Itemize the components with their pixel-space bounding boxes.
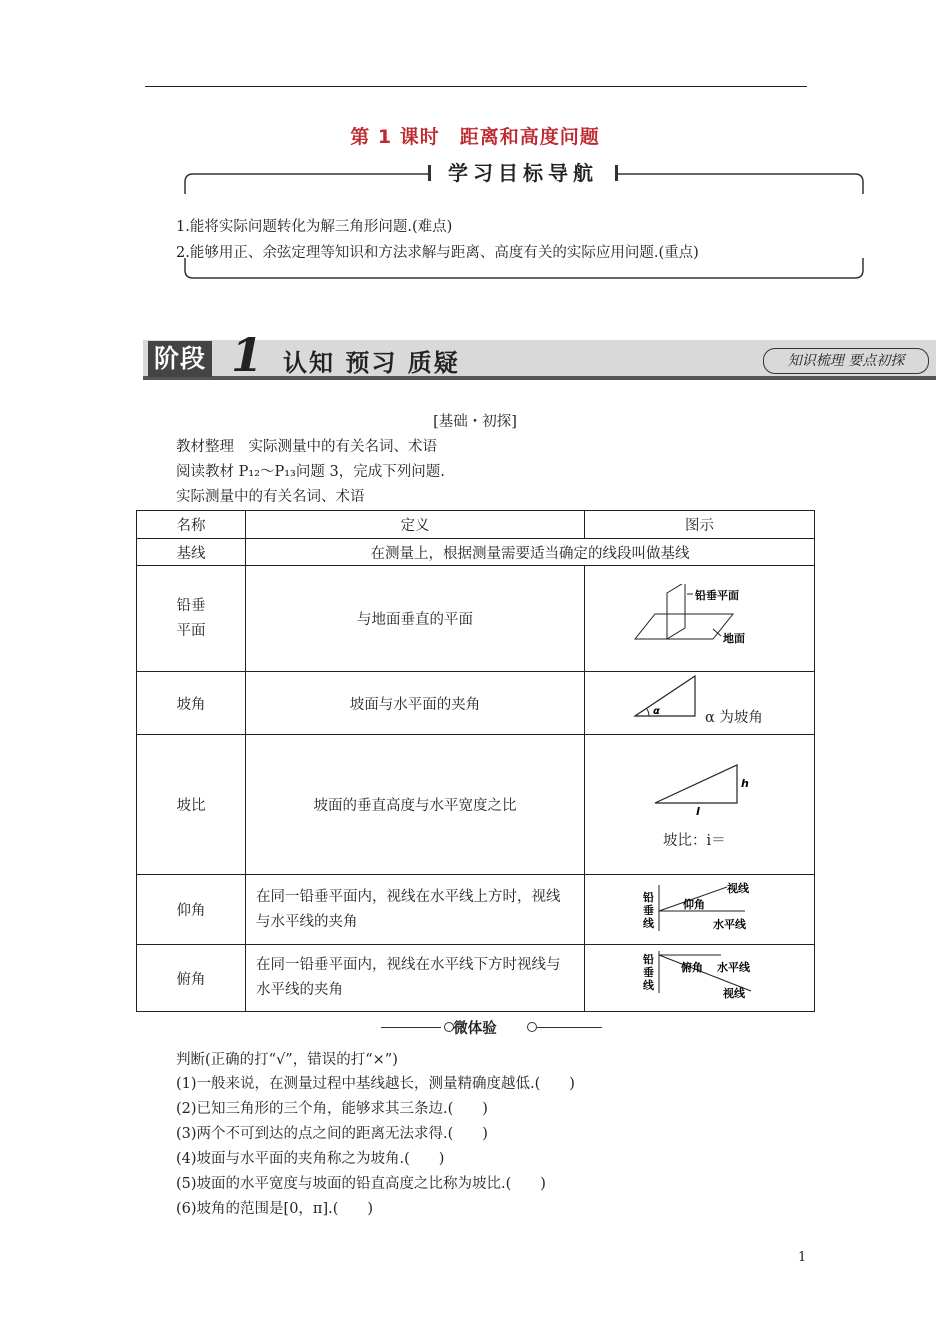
micro-rule-right (537, 1027, 602, 1028)
slope-ratio-figure (653, 759, 773, 819)
table-row (137, 945, 815, 1012)
row-definition: 在同一铅垂平面内，视线在水平线下方时视线与水平线的夹角 (246, 945, 585, 1012)
goals-heading: 学习目标导航 (428, 158, 618, 188)
header-figure: 图示 (585, 511, 815, 539)
label-plumb-1: 铅 (643, 953, 654, 966)
question-5: (5)坡面的水平宽度与坡面的铅直高度之比称为坡比.( ) (176, 1176, 546, 1192)
micro-instruction: 判断(正确的打“√”，错误的打“×”) (176, 1052, 398, 1068)
row-name: 基线 (137, 539, 246, 566)
label-ground: 地面 (722, 631, 745, 645)
goal-item-1: 1.能将实际问题转化为解三角形问题.(难点) (176, 219, 453, 235)
table-row (137, 735, 815, 875)
basics-line-3: 实际测量中的有关名词、术语 (176, 489, 365, 505)
goal-item-2: 2.能够用正、余弦定理等知识和方法求解与距离、高度有关的实际应用问题.(重点) (176, 245, 699, 261)
row-definition: 坡面与水平面的夹角 (246, 672, 585, 735)
row-figure (585, 672, 815, 735)
micro-title: 微体验 (453, 1021, 497, 1037)
row-figure (585, 945, 815, 1012)
stage-tag: 知识梳理 要点初探 (763, 348, 929, 374)
row-name: 俯角 (137, 945, 246, 1012)
slope-ratio-caption: 坡比：i＝ (663, 833, 726, 849)
row-figure (585, 875, 815, 945)
question-2: (2)已知三角形的三个角，能够求其三条边.( ) (176, 1101, 488, 1117)
table-row (137, 539, 815, 566)
row-figure (585, 566, 815, 672)
page-number: 1 (798, 1250, 807, 1265)
label-plumb-3: 线 (643, 979, 654, 992)
slope-angle-caption: α 为坡角 (705, 710, 763, 726)
label-plumb-1: 铅 (643, 891, 654, 904)
vertical-plane-figure (615, 584, 785, 650)
row-definition: 在同一铅垂平面内，视线在水平线上方时，视线与水平线的夹角 (246, 875, 585, 945)
label-plumb-2: 垂 (643, 904, 654, 917)
lesson-title: 第 1 课时 距离和高度问题 (350, 126, 600, 148)
row-name: 铅垂平面 (137, 566, 246, 672)
label-sightline: 视线 (723, 987, 745, 1000)
table-header-row (137, 511, 815, 539)
row-name: 坡角 (137, 672, 246, 735)
row-definition: 坡面的垂直高度与水平宽度之比 (246, 735, 585, 875)
terms-table (136, 510, 815, 1012)
label-depression: 俯角 (681, 961, 703, 974)
row-name: 坡比 (137, 735, 246, 875)
row-definition: 与地面垂直的平面 (246, 566, 585, 672)
label-h: h (741, 777, 749, 790)
row-figure (585, 735, 815, 875)
label-vertical-plane: 铅垂平面 (694, 588, 739, 602)
basics-header: [基础・初探] (433, 414, 517, 430)
label-sightline: 视线 (727, 882, 749, 895)
stage-number: 1 (231, 328, 264, 382)
depression-angle-figure (641, 949, 771, 1005)
question-3: (3)两个不可到达的点之间的距离无法求得.( ) (176, 1126, 488, 1142)
label-plumb-3: 线 (643, 917, 654, 930)
question-1: (1)一般来说，在测量过程中基线越长，测量精确度越低.( ) (176, 1076, 575, 1092)
stage-label: 阶段 (148, 341, 212, 377)
header-name: 名称 (137, 511, 246, 539)
row-name: 仰角 (137, 875, 246, 945)
table-row (137, 875, 815, 945)
table-row (137, 672, 815, 735)
header-definition: 定义 (246, 511, 585, 539)
row-definition: 在测量上，根据测量需要适当确定的线段叫做基线 (246, 539, 815, 566)
basics-line-2: 阅读教材 P₁₂～P₁₃问题 3，完成下列问题. (176, 464, 445, 480)
label-l: l (696, 805, 700, 818)
table-row (137, 566, 815, 672)
question-6: (6)坡角的范围是[0，π].( ) (176, 1201, 374, 1217)
label-alpha: α (653, 706, 660, 717)
question-4: (4)坡面与水平面的夹角称之为坡角.( ) (176, 1151, 445, 1167)
label-plumb-2: 垂 (643, 966, 654, 979)
top-rule (145, 86, 807, 87)
label-elevation: 仰角 (683, 898, 705, 911)
elevation-angle-figure (641, 881, 771, 939)
label-horizontal: 水平线 (717, 961, 750, 974)
micro-dot-right (527, 1022, 537, 1032)
label-horizontal: 水平线 (713, 918, 746, 931)
basics-line-1: 教材整理 实际测量中的有关名词、术语 (176, 439, 437, 455)
stage-title: 认知 预习 质疑 (283, 349, 460, 377)
